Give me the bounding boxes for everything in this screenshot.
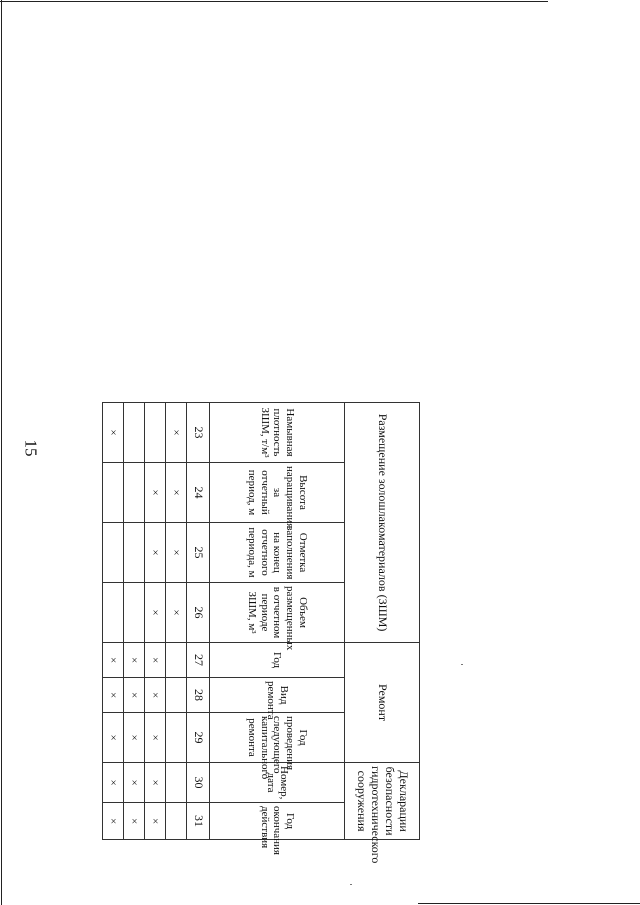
column-header: Год: [210, 643, 345, 678]
scan-speck: [461, 664, 463, 665]
table-cell: [124, 463, 145, 523]
column-number: 27: [187, 643, 210, 678]
table-cell: ×: [103, 643, 124, 678]
column-header: Год проведения следующего капитального ремонта: [210, 713, 345, 763]
table-cell: ×: [166, 463, 187, 523]
table-row: [145, 403, 166, 840]
table-cell: [166, 713, 187, 763]
table-row: [166, 403, 187, 840]
table-cell: ×: [145, 523, 166, 583]
table-cell: ×: [145, 678, 166, 713]
group-header-row: [345, 403, 420, 840]
table-cell: [103, 523, 124, 583]
table-cell: [103, 583, 124, 643]
column-number: 23: [187, 403, 210, 463]
table-cell: [145, 403, 166, 463]
column-header: Отметка заполнения на конец отчетного периода, м: [210, 523, 345, 583]
table-cell: ×: [103, 803, 124, 840]
table-cell: ×: [103, 678, 124, 713]
table-cell: ×: [166, 583, 187, 643]
column-number: 24: [187, 463, 210, 523]
table-cell: ×: [124, 643, 145, 678]
page-number: 15: [21, 439, 41, 457]
table-cell: ×: [166, 523, 187, 583]
scan-speck: [350, 884, 352, 885]
table-cell: [124, 583, 145, 643]
column-number-row: [187, 403, 210, 840]
table-cell: ×: [103, 713, 124, 763]
table-cell: [166, 763, 187, 803]
group-header-declaration: Декларации безопасности гидротехнического сооружения: [345, 763, 420, 840]
table-cell: ×: [124, 678, 145, 713]
column-number: 29: [187, 713, 210, 763]
rotated-table-container: [107, 402, 420, 864]
table-cell: ×: [145, 463, 166, 523]
table-cell: [103, 463, 124, 523]
column-number: 25: [187, 523, 210, 583]
table-cell: [166, 643, 187, 678]
table-cell: ×: [145, 643, 166, 678]
top-edge-line: [0, 1, 548, 2]
table-row: [103, 403, 124, 840]
group-header-placement: Размещение золошлакоматериалов (ЗШМ): [345, 403, 420, 643]
table-cell: ×: [103, 403, 124, 463]
column-header: Высота наращивания за отчетный период, м: [210, 463, 345, 523]
table-cell: ×: [145, 583, 166, 643]
table-cell: ×: [166, 403, 187, 463]
table-cell: [166, 803, 187, 840]
table-cell: ×: [124, 803, 145, 840]
column-header: Намывная плотность ЗШМ, т/м³: [210, 403, 345, 463]
table-cell: [124, 403, 145, 463]
table-cell: ×: [124, 713, 145, 763]
table-cell: ×: [145, 713, 166, 763]
table-cell: [124, 523, 145, 583]
table-cell: ×: [145, 803, 166, 840]
table-cell: ×: [145, 763, 166, 803]
column-number: 30: [187, 763, 210, 803]
column-header: Год окончания действия: [210, 803, 345, 840]
column-number: 26: [187, 583, 210, 643]
table-cell: ×: [103, 763, 124, 803]
column-number: 31: [187, 803, 210, 840]
left-edge-line: [1, 0, 2, 905]
column-header: Номер, дата: [210, 763, 345, 803]
column-header-row: [210, 403, 345, 840]
column-number: 28: [187, 678, 210, 713]
placement-repair-declaration-table: [102, 402, 420, 864]
table-row: [124, 403, 145, 840]
column-header: Объем размещенных в отчетном периоде ЗШМ, м³: [210, 583, 345, 643]
group-header-repair: Ремонт: [345, 643, 420, 763]
table-cell: [166, 678, 187, 713]
table-cell: ×: [124, 763, 145, 803]
bottom-edge-line: [418, 903, 640, 904]
column-header: Вид ремонта: [210, 678, 345, 713]
